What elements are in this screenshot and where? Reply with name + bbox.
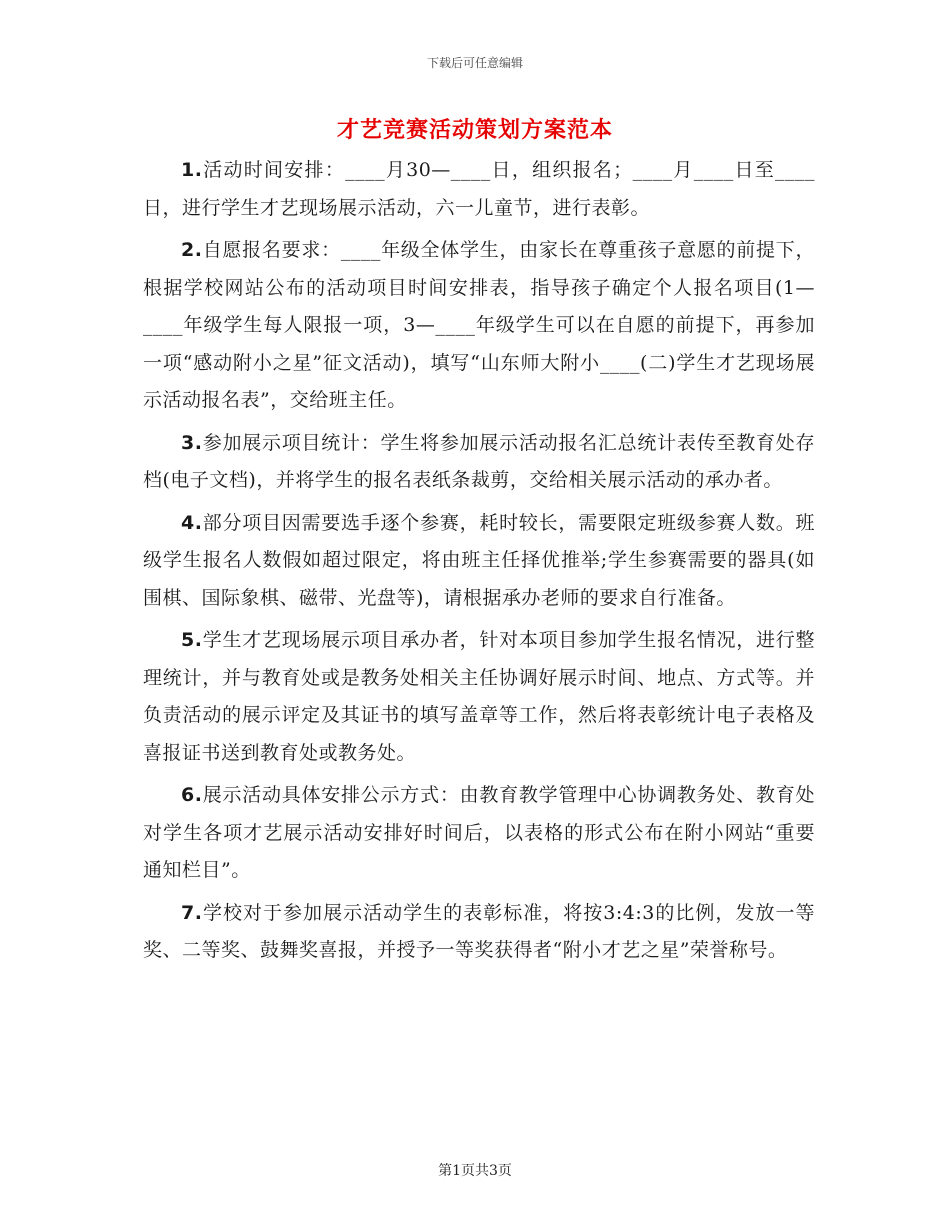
document-title: 才艺竞赛活动策划方案范本 <box>336 117 613 143</box>
paragraph-text: 自愿报名要求：____年级全体学生，由家长在尊重孩子意愿的前提下，根据学校网站公布的活动项目时间安排表，指导孩子确定个人报名项目(1—____年级学生每人限报一项，3—____年级学生可以在自愿的前提下，再参加一项“感动附小之星”征文活动)，填写“山东师大附小____(二)学生才艺现场展示活动报名表”，交给班主任。 <box>143 239 815 411</box>
paragraph-number: 2. <box>181 239 203 261</box>
paragraph-3 <box>143 425 815 500</box>
paragraph-text: 展示活动具体安排公示方式：由教育教学管理中心协调教务处、教育处对学生各项才艺展示活动安排好时间后，以表格的形式公布在附小网站“重要通知栏目”。 <box>143 784 815 881</box>
page-number: 第1页共3页 <box>438 1163 512 1179</box>
paragraph-number: 7. <box>181 901 203 924</box>
paragraph-number: 5. <box>181 629 203 651</box>
document-body <box>143 152 815 975</box>
paragraph-text: 学校对于参加展示活动学生的表彰标准，将按3:4:3的比例，发放一等奖、二等奖、鼓舞奖喜报，并授予一等奖获得者“附小才艺之星”荣誉称号。 <box>143 901 815 961</box>
paragraph-text: 学生才艺现场展示项目承办者，针对本项目参加学生报名情况，进行整理统计，并与教育处或是教务处相关主任协调好展示时间、地点、方式等。并负责活动的展示评定及其证书的填写盖章等工作，然后将表彰统计电子表格及喜报证书送到教育处或教务处。 <box>143 629 815 764</box>
paragraph-7 <box>143 895 815 970</box>
paragraph-4 <box>143 505 815 618</box>
paragraph-number: 4. <box>181 511 203 534</box>
paragraph-text: 部分项目因需要选手逐个参赛，耗时较长，需要限定班级参赛人数。班级学生报名人数假如超过限定，将由班主任择优推举;学生参赛需要的器具(如围棋、国际象棋、磁带、光盘等)，请根据承办老师的要求自行准备。 <box>143 511 815 609</box>
paragraph-2 <box>143 232 815 420</box>
paragraph-1 <box>143 152 815 227</box>
paragraph-number: 3. <box>181 431 203 454</box>
page-header-note: 下载后可任意编辑 <box>426 56 523 70</box>
paragraph-number: 6. <box>181 784 203 806</box>
paragraph-number: 1. <box>181 159 203 181</box>
paragraph-6 <box>143 777 815 890</box>
paragraph-text: 参加展示项目统计：学生将参加展示活动报名汇总统计表传至教育处存档(电子文档)，并将学生的报名表纸条裁剪，交给相关展示活动的承办者。 <box>143 431 815 491</box>
paragraph-text: 活动时间安排：____月30—____日，组织报名；____月____日至____日，进行学生才艺现场展示活动，六一儿童节，进行表彰。 <box>143 159 815 219</box>
paragraph-5 <box>143 622 815 772</box>
